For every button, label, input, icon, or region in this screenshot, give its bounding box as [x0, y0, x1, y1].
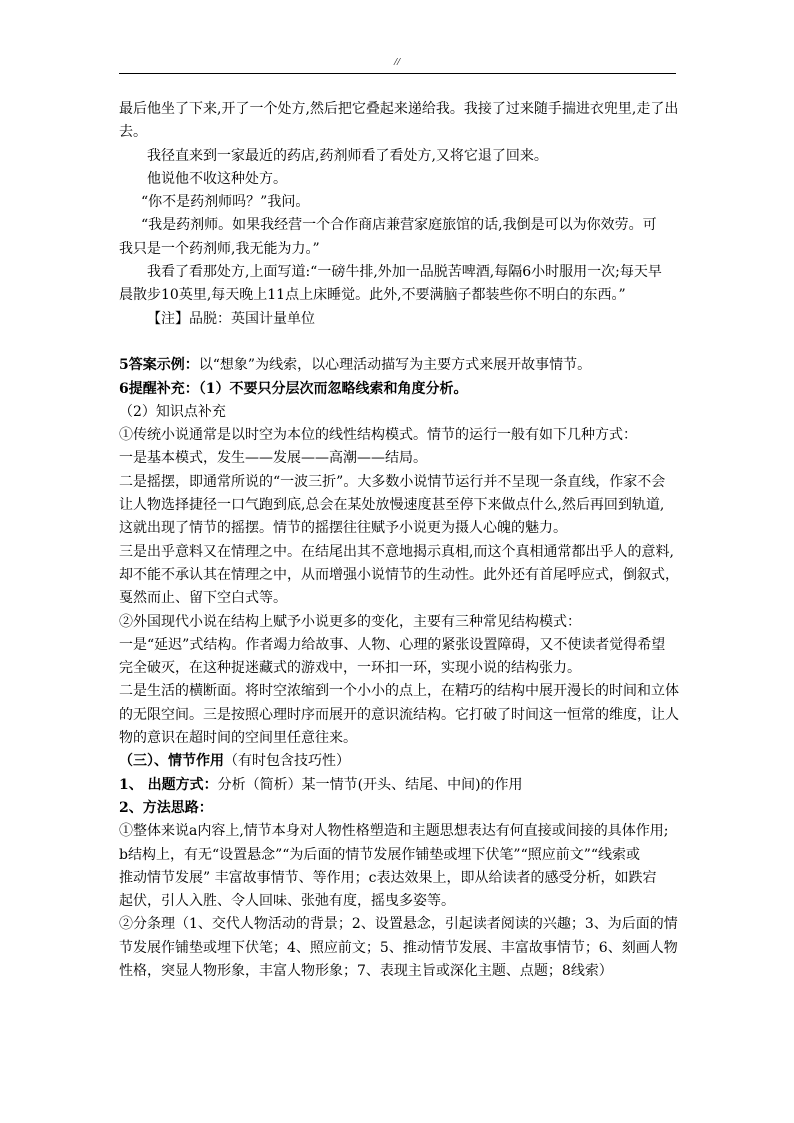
section-heading-line: [119, 750, 681, 773]
knowledge-subheading: （2）知识点补充: [119, 403, 226, 420]
footnote-line: 【注】品脱：英国计量单位: [147, 310, 315, 327]
paragraph-line: 我径直来到一家最近的药店,药剂师看了看处方,又将它退了回来。: [147, 147, 548, 164]
section-heading-note: （有时包含技巧性）: [224, 753, 350, 770]
paragraph-line: 我只是一个药剂师,我无能为力。”: [119, 240, 320, 257]
paragraph-line: ②外国现代小说在结构上赋予小说更多的变化，主要有三种常见结构模式：: [119, 613, 581, 630]
paragraph-line: 二是生活的横断面。将时空浓缩到一个小小的点上，在精巧的结构中展开漫长的时间和立体: [119, 683, 679, 700]
paragraph-line: ②分条理（1、交代人物活动的背景；2、设置悬念，引起读者阅读的兴趣；3、为后面的情: [119, 916, 678, 933]
paragraph-line: 的无限空间。三是按照心理时序而展开的意识流结构。它打破了时间这一恒常的维度，让人: [119, 706, 679, 723]
paragraph-line: 一是“延迟”式结构。作者竭力给故事、人物、心理的紧张设置障碍，又不使读者觉得希望: [119, 636, 666, 653]
paragraph-line: b结构上，有无“设置悬念”“为后面的情节发展作铺垫或埋下伏笔”“照应前文”“线索或: [119, 846, 641, 863]
question-type-label: 1、 出题方式：: [119, 776, 218, 793]
paragraph-line: “你不是药剂师吗？”我问。: [141, 194, 310, 211]
paragraph-line: 让人物选择捷径一口气跑到底,总会在某处放慢速度甚至停下来做点什么,然后再回到轨道,: [119, 497, 665, 514]
paragraph-line: 节发展作铺垫或埋下伏笔；4、照应前文；5、推动情节发展、丰富故事情节；6、刻画人物: [119, 939, 678, 956]
paragraph-line: 去。: [119, 124, 147, 141]
paragraph-line: 最后他坐了下来,开了一个处方,然后把它叠起来递给我。我接了过来随手揣进衣兜里,走了出: [119, 101, 679, 117]
paragraph-line: 推动情节发展” 丰富故事情节、等作用；c表达效果上，即从给读者的感受分析，如跌宕: [119, 869, 657, 886]
paragraph-line: 三是出乎意料又在情理之中。在结尾出其不意地揭示真相,而这个真相通常都出乎人的意料,: [119, 543, 674, 560]
blank-line: [119, 331, 681, 354]
paragraph-line: 物的意识在超时间的空间里任意往来。: [119, 730, 357, 747]
paragraph-line: 起伏，引人入胜、令人回味、张弛有度，摇曳多姿等。: [119, 893, 455, 910]
method-heading: 2、方法思路：: [119, 799, 213, 816]
question-type-line: [119, 774, 681, 797]
document-body: [119, 98, 681, 983]
header-divider: [119, 73, 676, 74]
section-heading: （三）、情节作用: [119, 753, 224, 770]
paragraph-line: ①传统小说通常是以时空为本位的线性结构模式。情节的运行一般有如下几种方式：: [119, 427, 637, 444]
paragraph-line: 却不能不承认其在情理之中，从而增强小说情节的生动性。此外还有首尾呼应式，倒叙式，: [119, 566, 679, 583]
answer-label: 5答案示例：: [119, 357, 199, 374]
paragraph-line: “我是药剂师。如果我经营一个合作商店兼营家庭旅馆的话,我倒是可以为你效劳。可: [141, 217, 657, 234]
paragraph-line: 完全破灭，在这种捉迷藏式的游戏中，一环扣一环，实现小说的结构张力。: [119, 660, 581, 677]
paragraph-line: 这就出现了情节的摇摆。情节的摇摆往往赋予小说更为摄人心魄的魅力。: [119, 520, 567, 537]
question-type-text: 分析（简析）某一情节(开头、结尾、中间)的作用: [217, 776, 523, 793]
paragraph-line: ①整体来说a内容上,情节本身对人物性格塑造和主题思想表达有何直接或间接的具体作用;: [119, 823, 669, 840]
answer-example-line: [119, 354, 681, 377]
page-header-mark: //: [393, 56, 401, 68]
answer-text: 以“想象”为线索，以心理活动描写为主要方式来展开故事情节。: [198, 357, 592, 374]
paragraph-line: 晨散步10英里,每天晚上11点上床睡觉。此外,不要满脑子都装些你不明白的东西。”: [119, 287, 626, 304]
reminder-heading: 6提醒补充：（1）不要只分层次而忽略线索和角度分析。: [119, 380, 468, 397]
paragraph-line: 性格，突显人物形象，丰富人物形象；7、表现主旨或深化主题、点题；8线索）: [119, 962, 613, 979]
paragraph-line: 我看了看那处方,上面写道:“一磅牛排,外加一品脱苦啤酒,每隔6小时服用一次;每天早: [147, 264, 662, 281]
paragraph-line: 二是摇摆，即通常所说的“一波三折”。大多数小说情节运行并不呈现一条直线，作家不会: [119, 473, 666, 490]
paragraph-line: 一是基本模式，发生——发展——高潮——结局。: [119, 450, 427, 467]
paragraph-line: 戛然而止、留下空白式等。: [119, 590, 287, 607]
paragraph-line: 他说他不收这种处方。: [147, 170, 287, 187]
